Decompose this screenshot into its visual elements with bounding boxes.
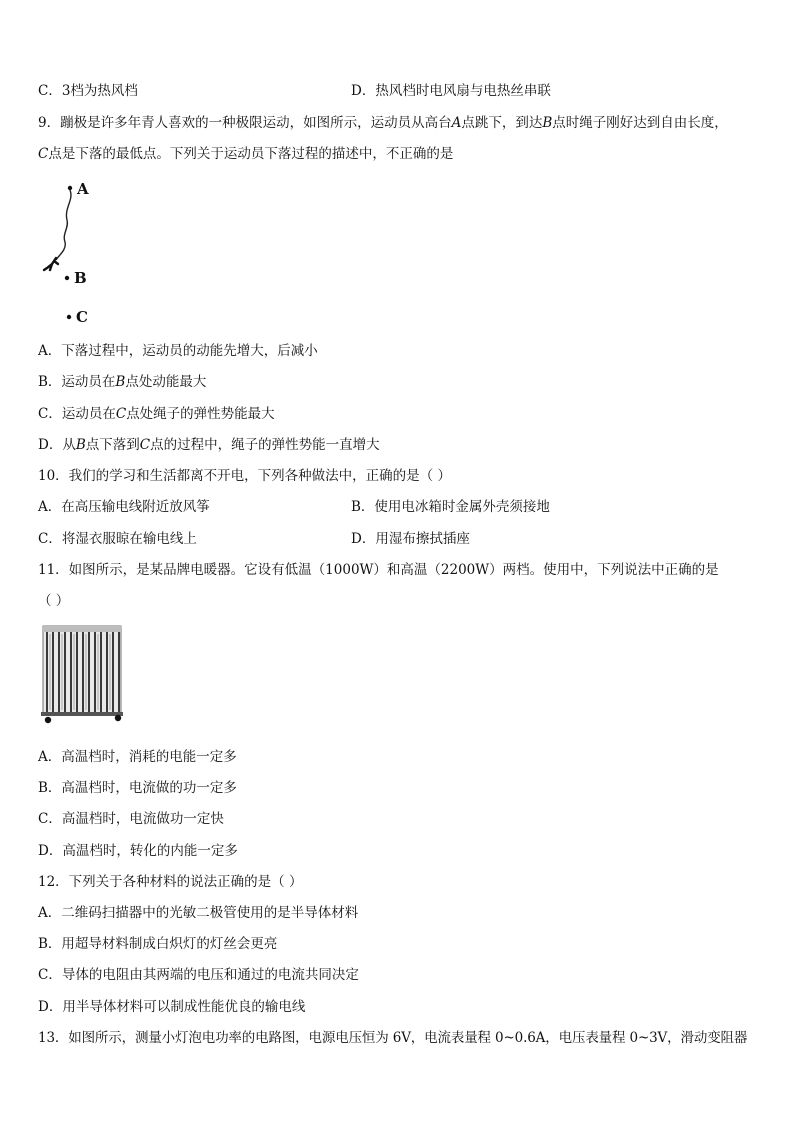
q12-option-c: C．导体的电阻由其两端的电压和通过的电流共同决定 <box>38 967 359 983</box>
heater-base <box>41 712 123 716</box>
point-c-dot <box>67 315 71 319</box>
q9-option-d-text: D．从 <box>38 437 76 453</box>
q9-option-d-text: 点的过程中，绳子的弹性势能一直增大 <box>150 437 380 453</box>
heater-wheel-left <box>45 717 51 723</box>
q12-stem: 12．下列关于各种材料的说法正确的是（ ） <box>38 874 303 890</box>
q11-stem-line1: 11．如图所示，是某品牌电暖器。它设有低温（1000W）和高温（2200W）两档。使用中，下列说法中正确的是 <box>38 562 719 578</box>
q12-option-a: A．二维码扫描器中的光敏二极管使用的是半导体材料 <box>38 905 359 921</box>
q9-option-d-text: 点下落到 <box>85 437 140 453</box>
q9-option-b-text: B．运动员在 <box>38 374 116 390</box>
q9-stem-text: 点时绳子刚好达到自由长度， <box>552 115 728 131</box>
q12-option-b: B．用超导材料制成白炽灯的灯丝会更亮 <box>38 936 278 952</box>
q9-stem-text: 点跳下，到达 <box>461 115 543 131</box>
q13-stem: 13．如图所示，测量小灯泡电功率的电路图，电源电压恒为 6V，电流表量程 0~0.6A，电压表量程 0~3V，滑动变阻器 <box>38 1030 748 1046</box>
heater-top-rail <box>43 626 121 632</box>
q9-option-d <box>38 436 380 454</box>
q9-option-c-text: 点处绳子的弹性势能最大 <box>126 406 275 422</box>
bungee-rope <box>56 190 71 260</box>
q9-stem-line2 <box>38 145 453 163</box>
q9-option-b-text: 点处动能最大 <box>125 374 207 390</box>
q11-stem-line2: （ ） <box>38 593 70 609</box>
label-c: C <box>76 308 88 326</box>
q10-options-row1 <box>38 498 550 516</box>
q9-option-b <box>38 373 206 391</box>
q8-option-c-text: C．3档为热风档 <box>38 83 138 99</box>
electric-heater-figure <box>38 622 128 726</box>
q9-option-c <box>38 405 275 423</box>
point-b-ref: B <box>115 374 126 390</box>
q10-option-c: C．将湿衣服晾在输电线上 <box>38 531 197 547</box>
q10-option-b: B．使用电冰箱时金属外壳须接地 <box>351 499 550 515</box>
jumper-silhouette <box>44 258 58 270</box>
point-b-dot <box>65 276 69 280</box>
q8-option-c <box>38 82 551 100</box>
q11-option-d: D．高温档时，转化的内能一定多 <box>38 843 238 859</box>
q10-stem: 10．我们的学习和生活都离不开电，下列各种做法中，正确的是（ ） <box>38 468 451 484</box>
point-a-dot <box>68 186 72 190</box>
q11-option-c: C．高温档时，电流做功一定快 <box>38 811 224 827</box>
point-c-ref: C <box>139 437 151 453</box>
q10-option-d: D．用湿布擦拭插座 <box>351 531 470 547</box>
q10-option-a: A．在高压输电线附近放风筝 <box>38 499 210 515</box>
q12-option-d: D．用半导体材料可以制成性能优良的输电线 <box>38 999 306 1015</box>
q9-option-a: A．下落过程中，运动员的动能先增大，后减小 <box>38 343 318 359</box>
heater-wheel-right <box>115 715 121 721</box>
point-b-ref: B <box>75 437 86 453</box>
q9-stem-text: 点是下落的最低点。下列关于运动员下落过程的描述中，不正确的是 <box>48 146 454 162</box>
bungee-jump-figure <box>38 178 118 328</box>
point-b-ref: B <box>542 115 553 131</box>
q11-option-b: B．高温档时，电流做的功一定多 <box>38 780 237 796</box>
q10-options-row2 <box>38 530 470 548</box>
label-a: A <box>77 180 89 198</box>
point-a-ref: A <box>451 115 462 131</box>
q9-option-c-text: C．运动员在 <box>38 406 116 422</box>
q9-stem-text: 9．蹦极是许多年青人喜欢的一种极限运动，如图所示，运动员从高台 <box>38 115 452 131</box>
label-b: B <box>74 269 87 287</box>
q11-option-a: A．高温档时，消耗的电能一定多 <box>38 749 237 765</box>
q8-option-d: D．热风档时电风扇与电热丝串联 <box>351 83 551 99</box>
q9-stem-line1 <box>38 114 728 132</box>
point-c-ref: C <box>38 146 49 162</box>
point-c-ref: C <box>115 406 127 422</box>
